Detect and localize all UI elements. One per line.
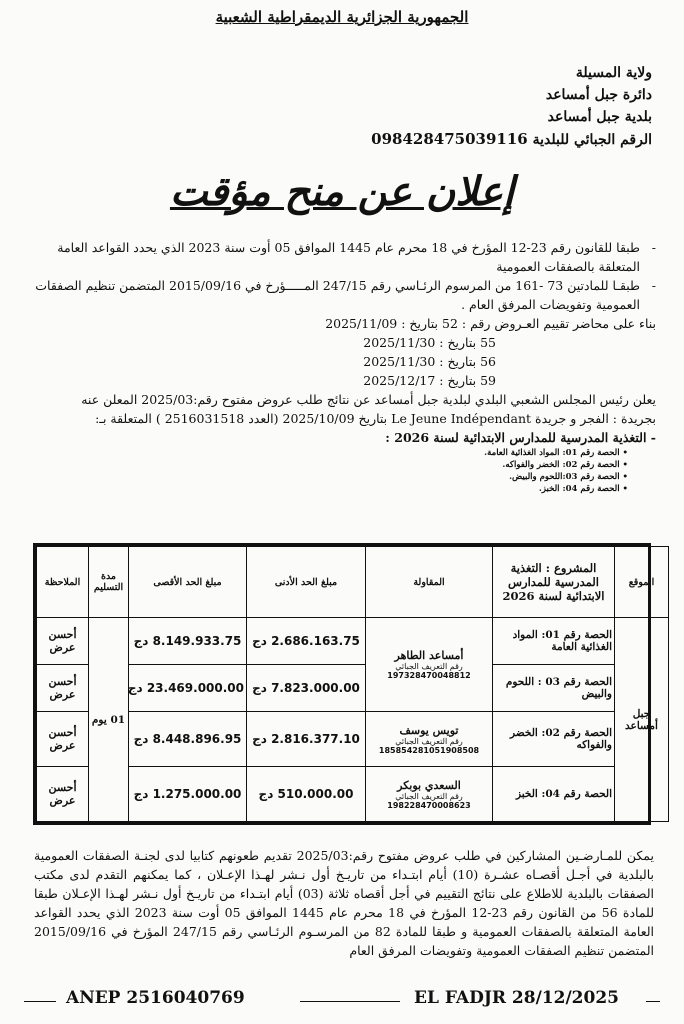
- table-row: [37, 767, 669, 822]
- award-table: [33, 543, 658, 825]
- table-row: [37, 712, 669, 767]
- nif-label: الرقم الجبائي للبلدية: [532, 132, 652, 148]
- footer-publication: EL FADJR 28/12/2025: [414, 988, 619, 1008]
- remark-cell: أحسن عرض: [37, 618, 89, 665]
- contractor-nif: 197328470048812: [387, 671, 471, 681]
- lot-cell: الحصة رقم 03 : اللحوم والبيض: [493, 665, 615, 712]
- header-site: الموقع: [615, 547, 669, 618]
- delay-cell: 01 يوم: [89, 618, 129, 822]
- legal-basis-1: - طبقا للقانون رقم 23-12 المؤرخ في 18 محرم عام 1445 الموافق 05 أوت سنة 2023 الذي يحدد القواعد العامة المتعلقة بالصفقات العمومية: [32, 238, 656, 276]
- commune-line: بلدية جبل أمساعد: [547, 109, 652, 125]
- nif-value: 098428475039116: [371, 130, 528, 148]
- site-cell: جبل أمساعد: [615, 618, 669, 822]
- contractor-nif-label: رقم التعريف الجبائي: [395, 662, 463, 672]
- max-amount-cell: 23.469.000.00 دج: [129, 665, 247, 712]
- list-item: • الحصة رقم 01: المواد الغذائية العامة.: [32, 447, 628, 459]
- min-amount-cell: 510.000.00 دج: [247, 767, 366, 822]
- footer-rule-middle: [300, 1001, 400, 1002]
- footer-anep: ANEP 2516040769: [66, 988, 245, 1008]
- contractor-cell: [366, 712, 493, 767]
- contractor-cell: [366, 618, 493, 712]
- footer: [0, 988, 684, 1016]
- remark-cell: أحسن عرض: [37, 665, 89, 712]
- list-item: • الحصة رقم 02: الخضر والفواكه.: [32, 459, 628, 471]
- wilaya-line: ولاية المسيلة: [575, 65, 652, 81]
- max-amount-cell: 1.275.000.00 دج: [129, 767, 247, 822]
- lot-cell: الحصة رقم 02: الخضر والفواكه: [493, 712, 615, 767]
- contractor-cell: [366, 767, 493, 822]
- announcement-line-1: يعلن رئيس المجلس الشعبي البلدي لبلدية جبل أمساعد عن نتائج طلب عروض مفتوح رقم:2025/03 المعلن عنه: [81, 392, 656, 407]
- issuer-block: [292, 62, 652, 151]
- min-amount-cell: 2.686.163.75 دج: [247, 618, 366, 665]
- notice-title: إعلان عن منح مؤقت: [169, 168, 515, 215]
- header-min-amount: مبلغ الحد الأدنى: [247, 547, 366, 618]
- list-item: • الحصة رقم 03:اللحوم والبيض.: [32, 471, 628, 483]
- list-item: • الحصة رقم 04: الخبز.: [32, 483, 628, 495]
- remark-cell: أحسن عرض: [37, 712, 89, 767]
- remark-cell: أحسن عرض: [37, 767, 89, 822]
- republic-heading: الجمهورية الجزائرية الديمقراطية الشعبية: [215, 8, 469, 26]
- contractor-nif: 185854281051908508: [378, 745, 480, 755]
- evaluation-minutes-1: بناء على محاضر تقييم العـروض رقم : 52 بتاريخ : 2025/11/09: [325, 316, 656, 331]
- table-row: [37, 618, 669, 665]
- max-amount-cell: 8.448.896.95 دج: [129, 712, 247, 767]
- daira-line: دائرة جبل أمساعد: [545, 87, 652, 103]
- min-amount-cell: 7.823.000.00 دج: [247, 665, 366, 712]
- contractor-name: السعدي بوبكر: [397, 778, 461, 792]
- table-header-row: [37, 547, 669, 618]
- contractor-nif-label: رقم التعريف الجبائي: [395, 736, 463, 746]
- header-contractor: المقاولة: [366, 547, 493, 618]
- contractor-nif-label: رقم التعريف الجبائي: [395, 791, 463, 801]
- lot-list: [32, 447, 656, 495]
- header-max-amount: مبلغ الحد الأقصى: [129, 547, 247, 618]
- evaluation-minutes-2: 55 بتاريخ : 2025/11/30: [363, 335, 496, 350]
- lot-cell: الحصة رقم 04: الخبز: [493, 767, 615, 822]
- legal-basis-2: - طبقـا للمادتين 73 -161 من المرسوم الرئـاسي رقم 247/15 المـــــؤرخ في 2015/09/16 المتضمن تنظيم الصفقات العمومية وتفويضات المرفق العام .: [32, 276, 656, 314]
- contractor-nif: 198228470008623: [387, 800, 471, 810]
- footer-rule-left: [24, 1001, 56, 1002]
- max-amount-cell: 8.149.933.75 دج: [129, 618, 247, 665]
- footer-rule-right: [646, 1001, 660, 1002]
- header-delay: مدة التسليم: [89, 547, 129, 618]
- evaluation-minutes-3: 56 بتاريخ : 2025/11/30: [363, 354, 496, 369]
- contractor-name: أمساعد الطاهر: [394, 649, 464, 663]
- announcement-line-2: بجريدة : الفجر و جريدة Le Jeune Indépendant بتاريخ 2025/10/09 (العدد 2516031518 ) المتعلقة بـ:: [95, 411, 656, 426]
- project-heading: - التغذية المدرسية للمدارس الابتدائية لسنة 2026 :: [385, 430, 656, 445]
- min-amount-cell: 2.816.377.10 دج: [247, 712, 366, 767]
- appeal-paragraph: يمكن للمـارضـين المشاركين في طلب عروض مفتوح رقم:2025/03 تقديم طعونهم كتابيا لدى لجنـة الصفقات العمومية بالبلدية في أجـل أقصـاه عشـرة (10) أيام ابتـداء من تاريـخ أول نـشر لهـذا الإعـلان ، كما يمكنهم التقدم لدى مكتب الصفقات بالبلدية للاطلاع على نتائج التقييم في أجل أقصاه ثلاثة (03) أيام ابتـداء من تاريـخ أول نـشر لهـذا الإعـلان طبقا للمادة 56 من القانون رقم 23-12 المؤرخ في 18 محرم عام 1445 الموافق 05 أوت سنة 2023 الذي يحدد القواعد العامة المتعلقة بالصفقات العمومية و طبقا للمادة 82 من المرسـوم الرئـاسي رقم 247/15 المؤرخ في 2015/09/16 المتضمن تنظيم الصفقات العمومية وتفويضات المرفق العام: [34, 848, 655, 958]
- nif-line: [292, 128, 652, 151]
- lot-cell: الحصة رقم 01: المواد الغذائية العامة: [493, 618, 615, 665]
- contractor-name: تويس يوسف: [399, 723, 459, 737]
- header-project: المشروع : التغذية المدرسية للمدارس الابتدائية لسنة 2026: [493, 547, 615, 618]
- header-remark: الملاحظة: [37, 547, 89, 618]
- evaluation-minutes-4: 59 بتاريخ : 2025/12/17: [363, 373, 496, 388]
- table-row: [37, 665, 669, 712]
- notice-body: [32, 238, 656, 495]
